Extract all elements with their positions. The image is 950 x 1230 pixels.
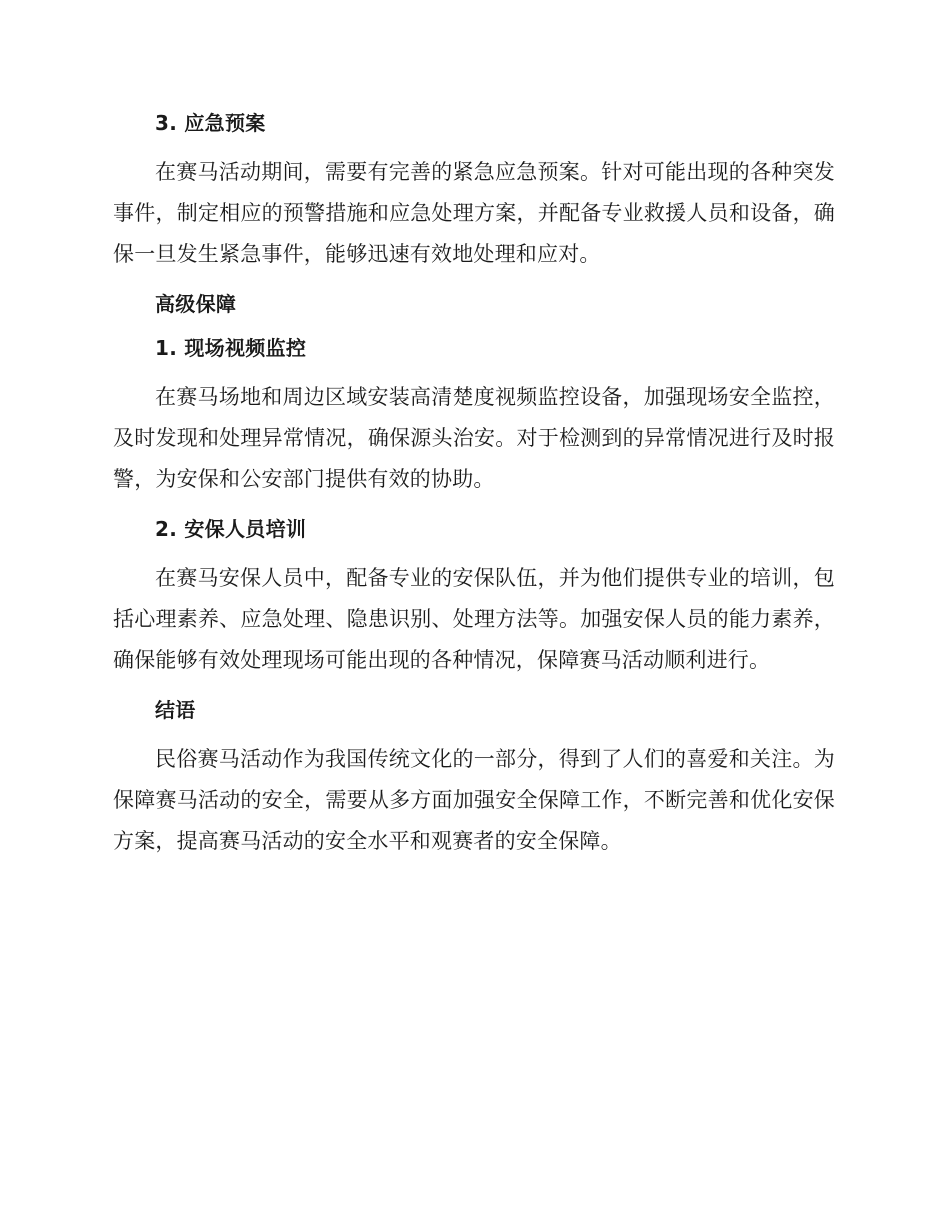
section-heading-emergency-plan: 3. 应急预案 — [155, 111, 266, 135]
paragraph-security-training: 在赛马安保人员中，配备专业的安保队伍，并为他们提供专业的培训，包括心理素养、应急处理、隐患识别、处理方法等。加强安保人员的能力素养，确保能够有效处理现场可能出现的各种情况，保障赛马活动顺利进行。 — [113, 566, 835, 672]
document-body — [113, 108, 835, 876]
paragraph-conclusion: 民俗赛马活动作为我国传统文化的一部分，得到了人们的喜爱和关注。为保障赛马活动的安全，需要从多方面加强安全保障工作，不断完善和优化安保方案，提高赛马活动的安全水平和观赛者的安全保障。 — [113, 747, 835, 853]
paragraph-video-monitoring: 在赛马场地和周边区域安装高清楚度视频监控设备，加强现场安全监控，及时发现和处理异常情况，确保源头治安。对于检测到的异常情况进行及时报警，为安保和公安部门提供有效的协助。 — [113, 385, 835, 491]
section-heading-security-training: 2. 安保人员培训 — [155, 517, 307, 541]
section-heading-video-monitoring: 1. 现场视频监控 — [155, 336, 307, 360]
section-heading-advanced-protection: 高级保障 — [155, 292, 237, 316]
section-heading-conclusion: 结语 — [155, 698, 196, 722]
paragraph-emergency-plan: 在赛马活动期间，需要有完善的紧急应急预案。针对可能出现的各种突发事件，制定相应的预警措施和应急处理方案，并配备专业救援人员和设备，确保一旦发生紧急事件，能够迅速有效地处理和应对。 — [113, 160, 835, 266]
